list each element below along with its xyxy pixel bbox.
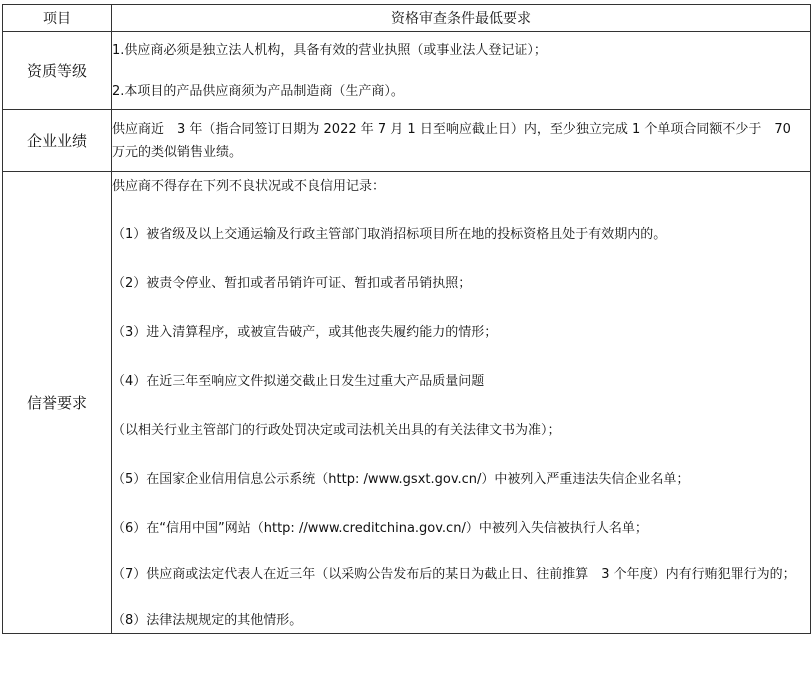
requirement-text: （7）供应商或法定代表人在近三年（以采购公告发布后的某日为截止日、往前推算 3 个年度）内有行贿犯罪行为的； [112,567,796,582]
content-performance [112,110,811,172]
table-row-credit [3,172,811,634]
requirement-text: 供应商不得存在下列不良状况或不良信用记录： [112,179,386,194]
requirement-text: （4）在近三年至响应文件拟递交截止日发生过重大产品质量问题 [112,374,485,389]
requirement-text: （2）被责令停业、暂扣或者吊销许可证、暂扣或者吊销执照； [112,276,472,291]
content-qualification [112,32,811,110]
category-credit: 信誉要求 [3,172,112,634]
content-credit [112,172,811,634]
requirement-text: 供应商近 3 年（指合同签订日期为 2022 年 7 月 1 日至响应截止日）内，至少独立完成 1 个单项合同额不少于 70 万元的类似销售业绩。 [112,121,791,160]
requirement-text: （5）在国家企业信用信息公示系统（http: /www.gsxt.gov.cn/）中被列入严重违法失信企业名单； [112,472,690,487]
header-requirements: 资格审查条件最低要求 [112,5,811,32]
requirement-text: （以相关行业主管部门的行政处罚决定或司法机关出具的有关法律文书为准）； [112,423,561,438]
requirement-text: 2.本项目的产品供应商须为产品制造商（生产商）。 [112,83,404,99]
requirement-text: （6）在“信用中国”网站（http: //www.creditchina.gov.cn/）中被列入失信被执行人名单； [112,521,648,536]
requirement-text: （3）进入清算程序，或被宣告破产，或其他丧失履约能力的情形； [112,325,498,340]
qualification-requirements-table [2,4,811,634]
category-qualification: 资质等级 [3,32,112,110]
requirement-text: （1）被省级及以上交通运输及行政主管部门取消招标项目所在地的投标资格且处于有效期内的。 [112,227,667,242]
header-item: 项目 [3,5,112,32]
requirement-text: 1.供应商必须是独立法人机构，具备有效的营业执照（或事业法人登记证）； [112,42,547,58]
table-header-row [3,5,811,32]
table-row-qualification [3,32,811,110]
category-performance: 企业业绩 [3,110,112,172]
table-row-performance [3,110,811,172]
requirement-text: （8）法律法规规定的其他情形。 [112,613,303,628]
